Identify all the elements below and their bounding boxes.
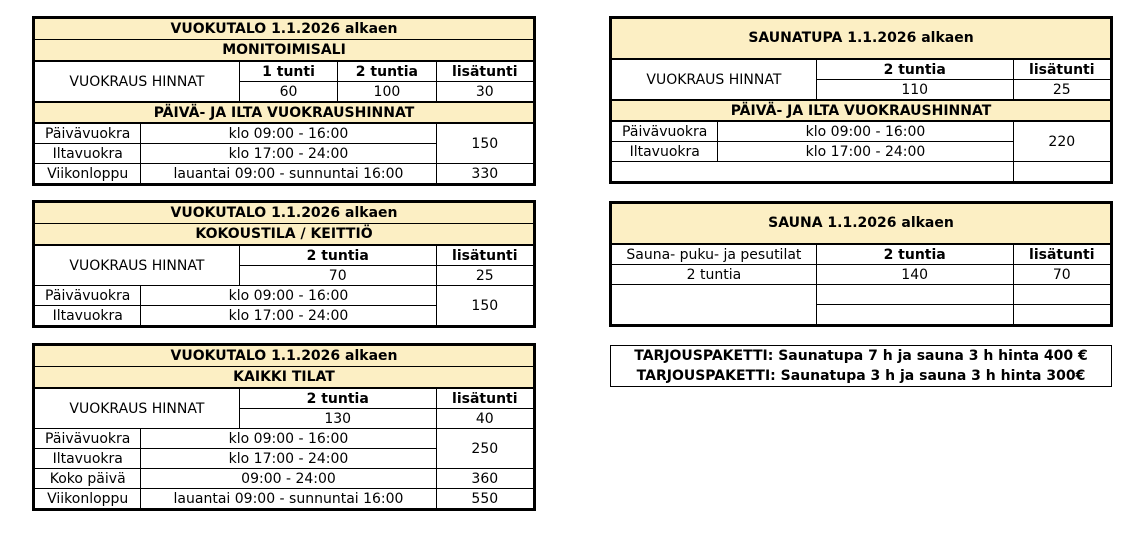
price-cell: 25 <box>1013 80 1111 101</box>
time-cell: klo 09:00 - 16:00 <box>141 429 436 449</box>
column-header: 2 tuntia <box>239 388 436 409</box>
column-header: lisätunti <box>436 61 534 82</box>
price-cell: 70 <box>1013 265 1111 285</box>
column-header: 2 tuntia <box>239 245 436 266</box>
table-title: VUOKUTALO 1.1.2026 alkaen <box>34 202 535 224</box>
empty-cell <box>816 285 1013 305</box>
table-subtitle: KOKOUSTILA / KEITTIÖ <box>34 224 535 246</box>
offer-line: TARJOUSPAKETTI: Saunatupa 7 h ja sauna 3 h hinta 400 € <box>634 348 1088 364</box>
rent-prices-label: VUOKRAUS HINNAT <box>34 61 240 102</box>
column-header: 1 tunti <box>239 61 337 82</box>
time-cell: lauantai 09:00 - sunnuntai 16:00 <box>141 164 436 185</box>
row-label: Iltavuokra <box>34 449 141 469</box>
rent-prices-label: VUOKRAUS HINNAT <box>34 388 240 429</box>
price-cell: 40 <box>436 409 534 429</box>
price-cell: 150 <box>436 286 534 327</box>
row-label: Koko päivä <box>34 469 141 489</box>
price-cell: 150 <box>436 123 534 164</box>
price-cell: 360 <box>436 469 534 489</box>
price-cell: 330 <box>436 164 534 185</box>
price-cell: 60 <box>239 82 337 103</box>
price-cell: 250 <box>436 429 534 469</box>
empty-cell <box>1013 162 1111 183</box>
row-label: Viikonloppu <box>34 164 141 185</box>
time-cell: klo 09:00 - 16:00 <box>141 286 436 306</box>
sauna-duration: 2 tuntia <box>611 265 817 285</box>
row-label: Päivävuokra <box>34 286 141 306</box>
price-cell: 140 <box>816 265 1013 285</box>
column-header: lisätunti <box>1013 59 1111 80</box>
empty-cell <box>611 162 1014 183</box>
column-header: 2 tuntia <box>338 61 436 82</box>
table-subtitle: KAIKKI TILAT <box>34 367 535 389</box>
price-cell: 25 <box>436 266 534 286</box>
price-cell: 550 <box>436 489 534 510</box>
table-subtitle: MONITOIMISALI <box>34 40 535 62</box>
price-cell: 100 <box>338 82 436 103</box>
row-label: Iltavuokra <box>611 142 718 162</box>
price-cell: 110 <box>816 80 1013 101</box>
column-header: lisätunti <box>1013 244 1111 265</box>
price-cell: 130 <box>239 409 436 429</box>
table-title: VUOKUTALO 1.1.2026 alkaen <box>34 345 535 367</box>
empty-cell <box>1013 305 1111 326</box>
section-header: PÄIVÄ- JA ILTA VUOKRAUSHINNAT <box>34 102 535 123</box>
price-cell: 220 <box>1013 121 1111 162</box>
table-title: SAUNATUPA 1.1.2026 alkaen <box>611 18 1112 60</box>
row-label: Päivävuokra <box>34 123 141 144</box>
time-cell: 09:00 - 24:00 <box>141 469 436 489</box>
table-title: VUOKUTALO 1.1.2026 alkaen <box>34 18 535 40</box>
kokoustila-price-table <box>32 200 536 328</box>
row-label: Iltavuokra <box>34 144 141 164</box>
section-header: PÄIVÄ- JA ILTA VUOKRAUSHINNAT <box>611 100 1112 121</box>
column-header: 2 tuntia <box>816 59 1013 80</box>
column-header: lisätunti <box>436 245 534 266</box>
rent-prices-label: VUOKRAUS HINNAT <box>34 245 240 286</box>
time-cell: klo 09:00 - 16:00 <box>718 121 1013 142</box>
sauna-price-table <box>609 201 1113 327</box>
offer-line: TARJOUSPAKETTI: Saunatupa 3 h ja sauna 3 h hinta 300€ <box>636 368 1086 384</box>
row-label: Viikonloppu <box>34 489 141 510</box>
table-title: SAUNA 1.1.2026 alkaen <box>611 203 1112 245</box>
empty-cell <box>611 285 817 326</box>
monitoimisali-price-table <box>32 16 536 186</box>
time-cell: klo 17:00 - 24:00 <box>718 142 1013 162</box>
time-cell: lauantai 09:00 - sunnuntai 16:00 <box>141 489 436 510</box>
empty-cell <box>1013 285 1111 305</box>
sauna-description: Sauna- puku- ja pesutilat <box>611 244 817 265</box>
time-cell: klo 17:00 - 24:00 <box>141 306 436 327</box>
row-label: Päivävuokra <box>34 429 141 449</box>
kaikki-tilat-price-table <box>32 343 536 511</box>
row-label: Päivävuokra <box>611 121 718 142</box>
offer-box <box>610 345 1112 387</box>
time-cell: klo 17:00 - 24:00 <box>141 449 436 469</box>
price-cell: 30 <box>436 82 534 103</box>
row-label: Iltavuokra <box>34 306 141 327</box>
price-cell: 70 <box>239 266 436 286</box>
time-cell: klo 17:00 - 24:00 <box>141 144 436 164</box>
rent-prices-label: VUOKRAUS HINNAT <box>611 59 817 100</box>
time-cell: klo 09:00 - 16:00 <box>141 123 436 144</box>
column-header: lisätunti <box>436 388 534 409</box>
saunatupa-price-table <box>609 16 1113 184</box>
column-header: 2 tuntia <box>816 244 1013 265</box>
empty-cell <box>816 305 1013 326</box>
